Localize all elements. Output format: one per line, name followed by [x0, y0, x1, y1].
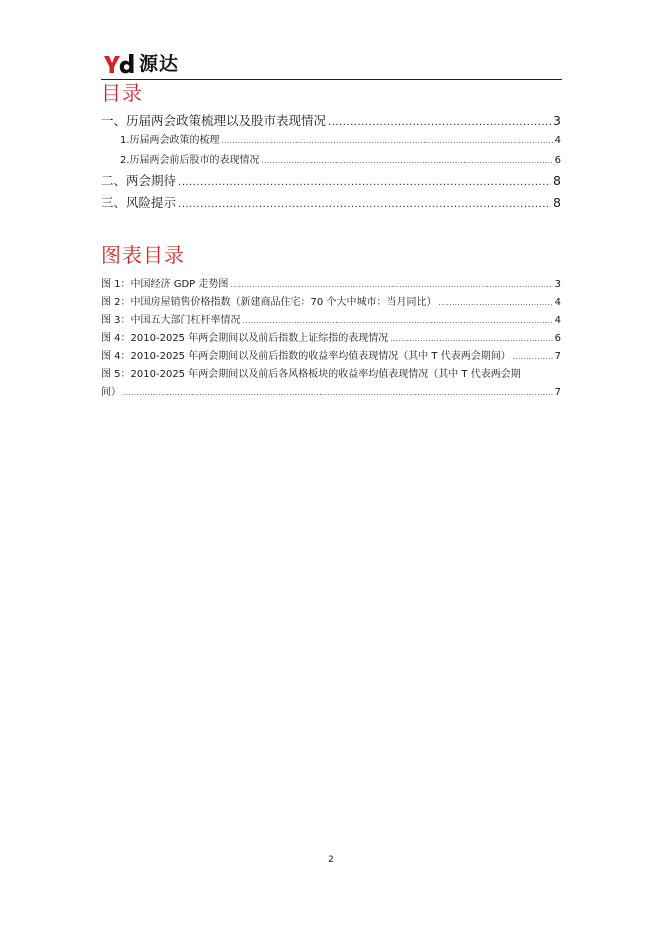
figure-entry-page: 6 [554, 333, 561, 344]
figure-entry-page: 7 [554, 387, 561, 398]
logo-text: 源达 [139, 53, 180, 75]
figure-entry-page: 3 [554, 279, 561, 290]
leader-dots [123, 386, 553, 401]
leader-dots [178, 174, 551, 192]
toc-entry[interactable] [120, 133, 561, 148]
leader-dots [243, 314, 553, 329]
figure-entry-title: 图 2：中国房屋销售价格指数（新建商品住宅：70 个大中城市：当月同比） [101, 297, 437, 308]
toc-entry[interactable] [120, 153, 561, 168]
leader-dots [513, 350, 553, 365]
leader-dots [262, 154, 553, 169]
figure-entry-page: 4 [554, 297, 561, 308]
leader-dots [390, 332, 552, 347]
figure-entry-title: 图 4：2010-2025 年两会期间以及前后指数上证综指的表现情况 [101, 333, 389, 344]
figure-entry-title: 图 3：中国五大部门杠杆率情况 [101, 315, 241, 326]
toc-entry[interactable] [101, 112, 561, 130]
toc-entry-page: 6 [554, 155, 561, 166]
figure-entry[interactable] [101, 295, 561, 310]
figure-entry[interactable] [101, 349, 561, 364]
figure-entry[interactable] [101, 277, 561, 292]
yd-logo-icon [103, 53, 137, 75]
page-number: 2 [328, 855, 334, 865]
toc-entry[interactable] [101, 194, 561, 212]
toc-entry-title: 二、两会期待 [101, 173, 177, 188]
leader-dots [230, 278, 552, 293]
toc-entry-title: 1.历届两会政策的梳理 [120, 135, 220, 146]
toc-entry-page: 4 [554, 135, 561, 146]
leader-dots [328, 114, 551, 132]
header-divider [101, 79, 562, 80]
toc-entry-title: 一、历届两会政策梳理以及股市表现情况 [101, 113, 327, 128]
figure-entry-page: 4 [554, 315, 561, 326]
company-logo [103, 52, 179, 76]
figure-entry[interactable] [101, 385, 561, 400]
figures-heading: 图表目录 [101, 243, 185, 267]
leader-dots [178, 196, 551, 214]
leader-dots [438, 296, 552, 311]
toc-entry-title: 三、风险提示 [101, 195, 177, 210]
leader-dots [222, 134, 553, 149]
figure-entry-title: 间） [101, 387, 121, 398]
toc-entry-page: 3 [553, 113, 561, 128]
toc-entry-page: 8 [553, 173, 561, 188]
toc-entry[interactable] [101, 172, 561, 190]
figure-entry-page: 7 [554, 351, 561, 362]
figure-entry[interactable] [101, 313, 561, 328]
toc-entry-page: 8 [553, 195, 561, 210]
figure-entry-title: 图 4：2010-2025 年两会期间以及前后指数的收益率均值表现情况（其中 T 代表两会期间） [101, 351, 511, 362]
figure-entry-title: 图 1：中国经济 GDP 走势图 [101, 279, 229, 290]
figure-entry-title-line[interactable]: 图 5：2010-2025 年两会期间以及前后各风格板块的收益率均值表现情况（其中 T 代表两会期 [101, 369, 521, 380]
figure-entry[interactable] [101, 331, 561, 346]
toc-heading: 目录 [101, 81, 143, 105]
toc-entry-title: 2.历届两会前后股市的表现情况 [120, 155, 260, 166]
